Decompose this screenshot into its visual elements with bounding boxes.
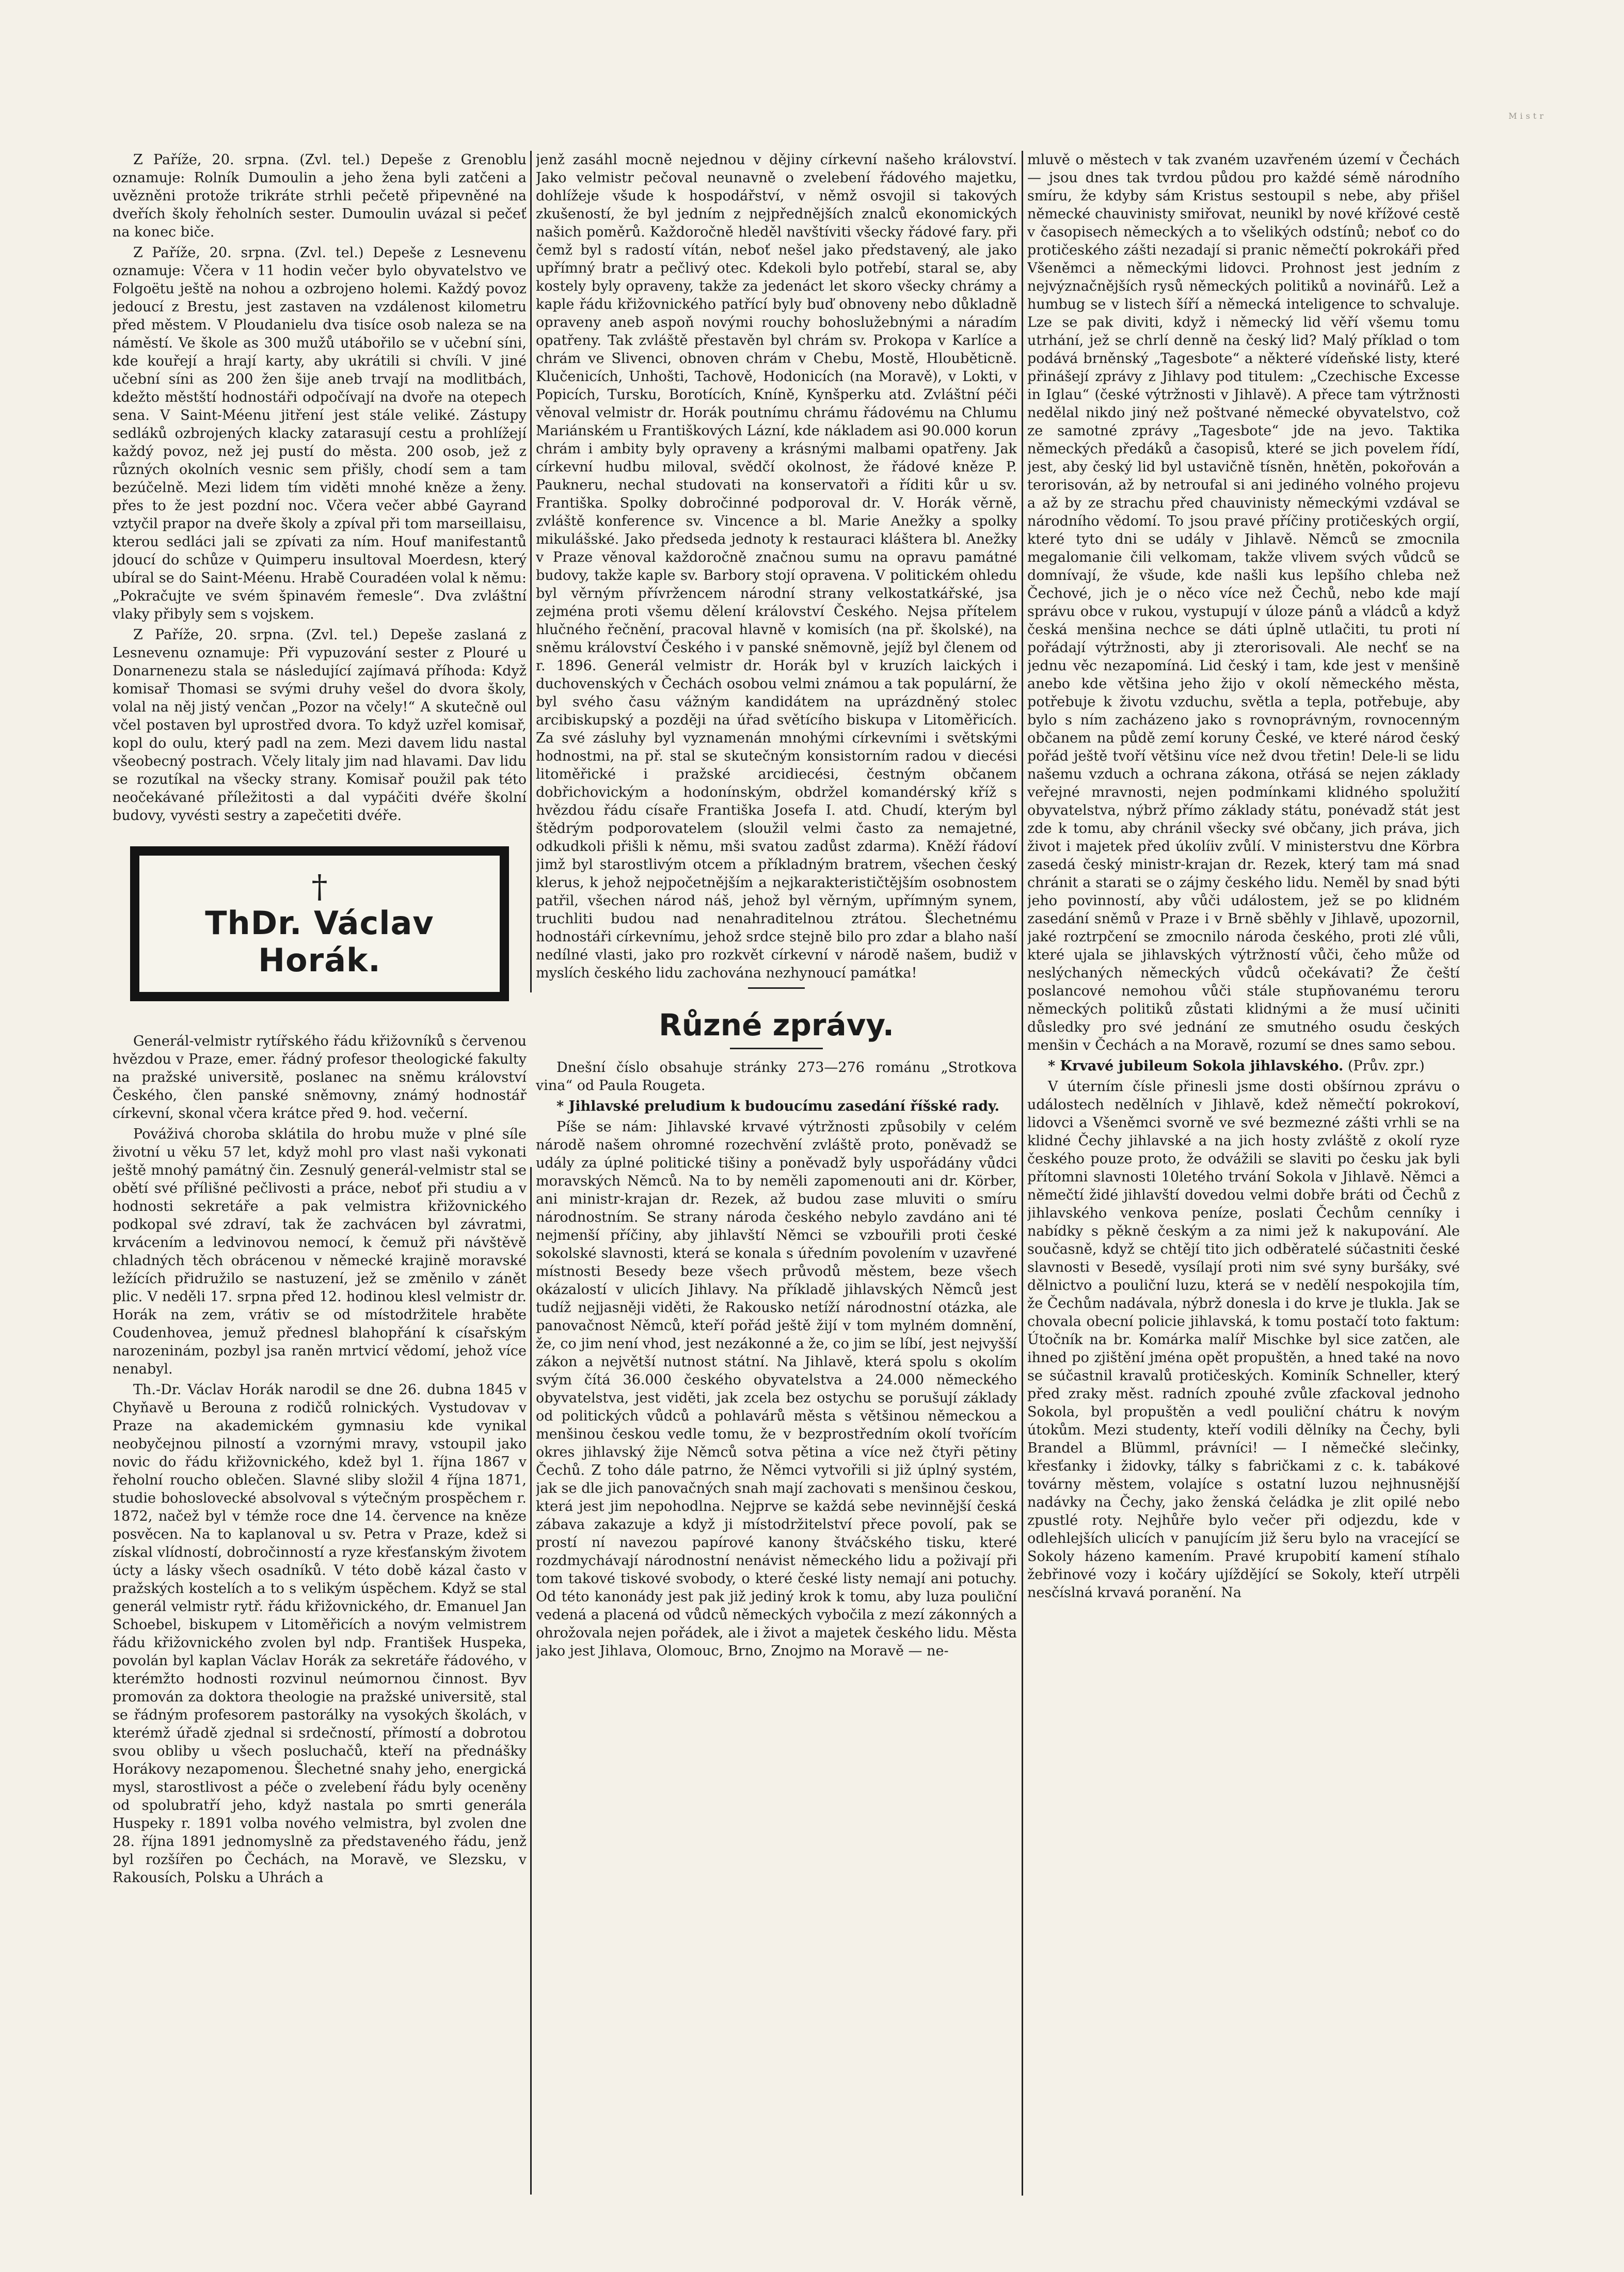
column-divider-right [1022,151,1023,2196]
article-paragraph: V úterním čísle přinesli jsme dosti obšírnou zprávu o událostech nedělních v Jihlavě, kdež němečtí pokrokoví, lidovci a Všeněmci svorně ve své bezmezné zášti vrhli se na klidné Čechy jihlavské a na jich hosty zvláště z okolí ryze českého pouze proto, že odvážili se slaviti po česku jak byli přítomni slavnosti 10letého trvání Sokola v Jihlavě. Němci a němečtí židé jihlavští dovedou velmi dobře bráti od Čechů z jihlavského venkova peníze, poslati Čechům cenníky i nabídky s pěkně českým a za nimi jež k nakupování. Ale současně, když se chtějí tito jich odběratelé súčastniti české slavnosti v Besedě, vysílají proti nim své syny buršáky, své dělnictvo a pouliční luzu, která se v nedělí nespokojila tím, že Čechům nadávala, nýbrž donesla i do krve je tlukla. Jak se chovala obecní policie jihlavská, k tomu postačí toto faktum: Útočník na br. Komárka malíř Mischke byl sice zatčen, ale ihned po zjištění jména opět propuštěn, a hned také na novo se súčastnil kravalů protičeských. Kominík Schneller, který před zraky měst. radních zpouhé zvůle zfackoval jednoho Sokola, byl propuštěn a vedl pouliční chátru k novým útokům. Mezi studenty, kteří vodili dělníky na Čechy, byli Brandel a Blümml, právníci! — I němečké slečinky, křesťanky i židovky, tálky s fabričkami z c. k. tabákové továrny městem, volajíce s ostatní luzou nejhnusnější nadávky na Čechy, jako ženská čeládka je zlit opilé nebo zpustlé roty. Nejhůře bylo večer při odjezdu, kde v odlehlejších ulicích v panujícím již šeru bylo na vracející se Sokoly házeno kamením. Pravé krupobití kamení stíhalo žebřinové vozy i kočáry ujíždějící se Sokoly, kteří utrpěli nesčíslná krvavá poranění. Na [1027,1079,1460,1601]
page-corner-mark: Mistr [1508,111,1547,121]
news-paragraph: Z Paříže, 20. srpna. (Zvl. tel.) Depeše z Grenoblu oznamuje: Rolník Dumoulin a jeho žena byli zatčeni a uvězněni protože trikráte strhli pečetě připevněné na dveřích školy řeholních sester. Dumoulin uvázal si pečeť na konec biče. [113,152,527,240]
article-heading: * Krvavé jubileum Sokola jihlavského. [1048,1058,1344,1074]
section-title: Různé zprávy. [659,1007,894,1043]
column-2 [536,151,1017,2190]
article-continuation: mluvě o městech v tak zvaném uzavřeném území v Čechách — jsou dnes tak tvrdou půdou pro každé sémě národního smíru, že kdyby sám Kristus sestoupil s nebe, aby přišel německé chauvinisty smiřovat, neunikl by nové křížové cestě v časopisech německých a to všelikých odstínů; neboť co do protičeského zášti nezadají si pranic němečtí pokrokáři před Všeněmci a německými lidovci. Prohnost jest jedním z nejvýznačnějších rysů německých politiků a novinářů. Lež a humbug se v listech šíří a německá inteligence to schvaluje. Lze se pak diviti, když i německý lid věří všemu tomu utrhání, jež se chrlí denně na český lid? Malý příklad o tom podává brněnský „Tagesbote“ a některé vídeňské listy, které přinášejí zprávy z Jihlavy pod titulem: „Czechische Excesse in Iglau“ (české výtržnosti v Jihlavě). A přece tam výtržnosti nedělal nikdo jiný než poštvané německé obyvatelstvo, což ze samotné zprávy „Tagesbote“ jde na jevo. Taktika německých předáků a časopisů, které se jich povelem řídí, jest, aby český lid byl ustavičně tísněn, hnětěn, pokořován a terorisován, až by netroufal si ani jediného volného projevu a až by ze strachu před chauvinisty německými vzdával se národního vědomí. To jsou pravé příčiny protičeských orgií, které tyto dni se udály v Jihlavě. Němců se zmocnila megalomanie čili velkomam, takže vlivem svých vůdců se domnívají, že všude, kde našli kus lepšího chleba než Čechové, jich je o něco více než Čechů, nebo kde mají správu obce v rukou, vystupují v úloze pánů a vládců a když česká menšina nechce se dáti úplně utlačiti, tu proti ní pořádají výtržnosti, aby ji zterorisovali. Ale nechť se na jednu věc nezapomíná. Lid český i tam, kde jest v menšině anebo kde většina jeho žijo v okolí německého města, potřebuje k životu vzduchu, světla a tepla, potřebuje, aby bylo s ním zacházeno jako s rovnoprávným, rovnocenným občanem na půdě zemí koruny České, ve které národ český pořád ještě tvoří většinu více než dvou třetin! Dele-li se lidu našemu vzduch a ochrana zákona, otřásá se nejen základy veřejné mravnosti, nejen podmínkami klidného spolužití obyvatelstva, nýbrž přímo základy státu, ponévadž stát jest zde k tomu, aby chránil všecky své občany, jich práva, jich život i majetek před úkolíiv zvůlí. V ministerstvu dne Körbra zasedá český ministr-krajan dr. Rezek, který tam má snad chránit a starati se o zájmy českého lidu. Neměl by snad býti jeho povinností, aby vůči událostem, jež se po klidném zasedání sněmů v Praze i v Brně sběhly v Jihlavě, upozornil, jaké roztrpčení se zmocnilo národa českého, proti zlé vůli, které ujala se jihlavských výtržností vůči, čeho může od neslýchaných německých vůdců očekávati? Že čeští poslancové nemohou vůči stále stupňovanému teroru německých politiků zůstati klidnými a že musí učiniti důsledky pro své jednání ze smutného osudu českých menšin v Čechách a na Moravě, rozumí se dnes samo sebou. [1027,152,1460,1053]
obituary-continuation: jenž zasáhl mocně nejednou v dějiny církevní našeho království. Jako velmistr pečoval neunavně o zvelebení řádového majetku, dohlížeje všude k hospodářství, v němž osvojil si takových zkušeností, že byl jedním z nejpřednějších znalců ekonomických našich poměrů. Každoročně hleděl navštíviti všecky řádové fary. při čemž byl s radostí vítán, neboť nešel jako představený, ale jako upřímný bratr a pečlivý otec. Kdekoli bylo potřebí, staral se, aby kostely byly opraveny, takže za jedenáct let skoro všecky chrámy a kaple řádu křižovnického patřící byly buď obnoveny nebo důkladně opraveny aneb aspoň novými rouchy bohoslužebnými a náradím opatřeny. Tak zvláště přestavěn byl chrám sv. Prokopa v Karlíce a chrám ve Slivenci, obnoven chrám v Chebu, Mostě, Hlouběticně. Klučenicích, Unhošti, Tachově, Hodonicích (na Moravě), v Lokti, v Popicích, Tursku, Borotících, Kníně, Kynšperku atd. Zvláštní péči věnoval velmistr dr. Horák poutnímu chrámu řádovému na Chlumu Mariánském u Františkových Lázní, kde nákladem asi 90.000 korun chrám i ambity byly opraveny a krásnými malbami opatřeny. Jak církevní hudbu miloval, svědčí okolnost, že řádové kněze P. Paukneru, nechal studovati na konservatoři a říditi kůr u sv. Františka. Spolky dobročinné podporoval dr. V. Horák věrně, zvláště konference sv. Vincence a bl. Marie Anežky a spolky mikulášské. Jako předseda jednoty k restauraci kláštera bl. Anežky v Praze věnoval každoročně značnou sumu na opravu památné budovy, takže kaple sv. Barbory stojí opravena. V politickém ohledu byl věrným přívržencem národní strany velkostatkářské, jsa zejména proti všemu dělení království Českého. Nejsa přítelem hlučného řečnění, pracoval hlavně v komisích (na př. školské), na sněmu království Českého i v panské sněmovně, jejíž byl členem od r. 1896. Generál velmistr dr. Horák byl v kruzích laických i duchovenských v Čechách osobou velmi známou a tak populární, že byl svého času vážným kandidátem na uprázdněný stolec arcibiskupský a později na úřad světícího biskupa v Litoměřicích. Za své zásluhy byl vyznamenán mnohými církevními i světskými hodnostmi, na př. stal se skutečným konsistorním radou v diecési litoměřické i pražské arcidiecési, čestným občanem dobřichovickým a hodonínským, obdržel komandérský kříž s hvězdou řádu císaře Františka Josefa I. atd. Chudí, kterým byl štědrým podporovatelem (sloužil velmi často za nemajetné, odkudkoli přišli k němu, mši svatou zadůst zdarma). Kněží řádoví jimž byl starostlivým otcem a příkladným bratrem, všechen český klerus, k jehož nejpočetnějším a nejkarakterističtějším osobnostem patřil, všechen národ náš, jehož byl věrným, upřímným synem, truchliti budou nad nenahraditelnou ztrátou. Šlechetnému hodnostáři církevnímu, jehož srdce stejně bilo pro zdar a blaho naší nedílné vlasti, jako pro rozkvět církevní v národě našem, budiž v myslích českého lidu zachována nezhynoucí památka! [536,152,1017,981]
obituary-box [130,846,509,1001]
obituary-paragraph: Generál-velmistr rytířského řádu křižovníků s červenou hvězdou v Praze, emer. řádný profesor theologické fakulty na pražské universitě, poslanec na sněmu království Českého, člen panské sněmovny, známý hodnostář církevní, skonal včera krátce před 9. hod. večerní. [113,1033,527,1122]
divider [748,987,805,989]
obituary-paragraph: Pováživá choroba sklátila do hrobu muže v plné síle životní u věku 57 let, když mohl pro vlast naši vykonati ještě mnohý památný čin. Zesnulý generál-velmistr stal se obětí své přílišné pečlivosti a práce, neboť při studiu a v hodnosti sekretáře a pak velmistra křižovnického podkopal své zdraví, tak že zachvácen byl závratmi, krvácením a ledvinovou nemocí, k čemuž při návštěvě chladných těch obrácenou v německé krajině moravské ležících přidružilo se nastuzení, jež se změnilo v zánět plic. V neděli 17. srpna před 12. hodinou klesl velmistr dr. Horák na zem, vrátiv se od místodržitele hraběte Coudenhovea, jemuž přednesl blahopřání k císařským narozeninám, pozbyl jsa raněn mrtvicí vědomí, jehož více nenabyl. [113,1126,527,1377]
column-1 [113,151,527,2190]
article-paragraph: Píše se nám: Jihlavské krvavé výtržnosti způsobily v celém národě našem ohromné rozechvění zvláště proto, poněvadž se udály za úplné politické tišiny a poněvadž byly uspořádány vůdci moravských Němců. Na to by neměli zapomenouti ani dr. Körber, ani ministr-krajan dr. Rezek, až budou zase mluviti o smíru národnostním. Se strany národa českého nebylo zavdáno ani té nejmenší příčiny, aby jihlavští Němci se vzbouřili proti české sokolské slavnosti, která se konala s úředním povolením v uzavřené místnosti Besedy beze všech průvodů městem, beze všech okázalostí v ulicích Jihlavy. Na příkladě jihlavských Němců jest tudíž nejjasněji viděti, že Rakousko netíží národnostní otázka, ale panovačnost Němců, kteří pořád ještě žijí v tom mylném domnění, že, co jim není vhod, jest nezákonné a že, co jim se líbí, jest nejvyšší zákon a největší nutnost státní. Na Jihlavě, která spolu s okolím svým čítá 36.000 českého obyvatelstva a 24.000 německého obyvatelstva, jest viděti, jak zcela bez ostychu se porušují základy od politických vůdců a pohlavárů města s většinou německou a menšinou českou vedle tomu, že v bezprostředním okolí tvořícím okres jihlavský žije Němců sotva pětina a více než čtyři pětiny Čechů. Z toho dále patrno, že Němci vytvořili si již úplný systém, jak se dle jich panovačných snah mají zachovati s menšinou českou, která jest jim nepohodlna. Nejprve se každá sebe nevinnější česká zábava zakazuje a když ji místodržitelství přece povolí, pak se prostí ní navezou papírové kanony štváčského tisku, které rozdmychávají národnostní nenávist německého lidu a poživají při tom takové tiskové svobody, o které české listy nemají ani potuchy. Od této kanonády jest pak již jediný krok k tomu, aby luza pouliční vedená a placená od vůdců německých vybočila z mezí zákonných a ohrožovala nejen pořádek, ale i život a majetek českého lidu. Města jako jest Jihlava, Olomouc, Brno, Znojmo na Moravě — ne- [536,1119,1017,1659]
column-divider-left-bottom [530,1167,532,2195]
obituary-name: ThDr. Václav Horák. [205,904,434,979]
notice: Dnešní číslo obsahuje stránky 273—276 románu „Strotkova vina“ od Paula Rougeta. [536,1060,1017,1094]
article-heading: * Jihlavské preludium k budoucímu zasedání říšské rady. [556,1098,1000,1114]
news-paragraph: Z Paříže, 20. srpna. (Zvl. tel.) Depeše z Lesnevenu oznamuje: Včera v 11 hodin večer bylo obyvatelstvo ve Folgoëtu ještě na nohou a ozbrojeno holemi. Každý povoz jedoucí z Brestu, jest zastaven na vzdálenost kilometru před městem. V Ploudanielu dva tisíce osob naleza se na náměstí. Ve škole as 300 mužů utábořilo se v učební síni, kde kouřejí a hrají karty, aby ukrátili si chvíli. V jiné učební síni as 200 žen šije aneb trvají na modlitbách, kdežto městští hodnostáři odpočívají na dvoře na otepech sena. V Saint-Méenu jitření jest stále veliké. Zástupy sedláků ozbrojených klacky zatarasují cestu a prohlížejí každý povoz, než jej pustí do města. 200 osob, jež z různých okolních vesnic sem přišly, chodí sem a tam bezúčelně. Mezi lidem tím viděti mnohé kněze a ženy. přes to že jest pozdní noc. Včera večer abbé Gayrand vztyčil prapor na dveře školy a zpíval při tom marseillaisu, kterou sedláci jali se zpívati za ním. Houf manifestantů jdoucí do schůze v Quimperu insultoval Moerdesn, který ubíral se do Saint-Méenu. Hrabě Couradéen volal k němu: „Pokračujte ve svém špinavém řemesle“. Dva zvláštní vlaky přibyly sem s vojskem. [113,245,527,622]
column-3 [1027,151,1460,2190]
article-source: (Prův. zpr.) [1347,1058,1425,1074]
obituary-paragraph: Th.-Dr. Václav Horák narodil se dne 26. dubna 1845 v Chyňavě u Berouna z rodičů rolnických. Vystudovav v Praze na akademickém gymnasiu kde vynikal neobyčejnou pilností a vzornými mravy, vstoupil jako novic do řádu křižovnického, kdež byl 1. října 1867 v řeholní roucho oblečen. Slavné sliby složil 4 října 1871, studie bohoslovecké absolvoval s výtečným prospěchem r. 1872, načež byl v témže roce dne 14. července na kněze posvěcen. Na to kaplanoval u sv. Petra v Praze, kdež si získal vlídností, dobročinností a ryze křesťanským životem úcty a lásky všech osadníků. V této době kázal často v pražských kostelích a to s velikým úspěchem. Když se stal generál velmistr rytř. řádu křižovnického, dr. Emanuel Jan Schoebel, biskupem v Litoměřicích a novým velmistrem řádu křižovnického zvolen byl ndp. František Huspeka, povolán byl kaplan Václav Horák za sekretáře řádového, v kterémžto hodnosti rozvinul neúmornou činnost. Byv promován za doktora theologie na pražské universitě, stal se řádným profesorem pastorálky na vysokých školách, v kterémž úřadě zjednal si srdečností, přímostí a dobrotou svou obliby u všech posluchačů, kteří na přednášky Horákovy nezapomenou. Šlechetné snahy jeho, energická mysl, starostlivost a péče o zvelebení řádu byly oceněny od spolubratří jeho, když nastala po smrti generála Huspeky r. 1891 volba nového velmistra, byl zvolen dne 28. října 1891 jednomyslně za představeného řádu, jenž byl rozšířen po Čechách, na Moravě, ve Slezsku, v Rakousích, Polsku a Uhrách a [113,1382,527,1886]
news-paragraph: Z Paříže, 20. srpna. (Zvl. tel.) Depeše zaslaná z Lesnevenu oznamuje: Při vypuzování sester z Plouré u Donarnenezu stala se následující zajímavá příhoda: Když komisař Thomasi se svými druhy vešel do dvora školy, volal na něj jistý venčan „Pozor na včely!“ A skutečně oul včel postaven byl uprostřed dvora. To když uzřel komisař, kopl do oulu, který padl na zem. Mezi davem lidu nastal všeobecný postrach. Včely litaly jim nad hlavami. Dav lidu se rozutíkal na všecky strany. Komisař použil pak této neočekávané příležitosti a dal vypáčiti dvéře školní budovy, vyvésti sestry a zapečetiti dvéře. [113,627,527,824]
cross-icon: † [311,867,328,905]
divider [730,1048,823,1049]
column-divider-left-top [530,151,532,992]
